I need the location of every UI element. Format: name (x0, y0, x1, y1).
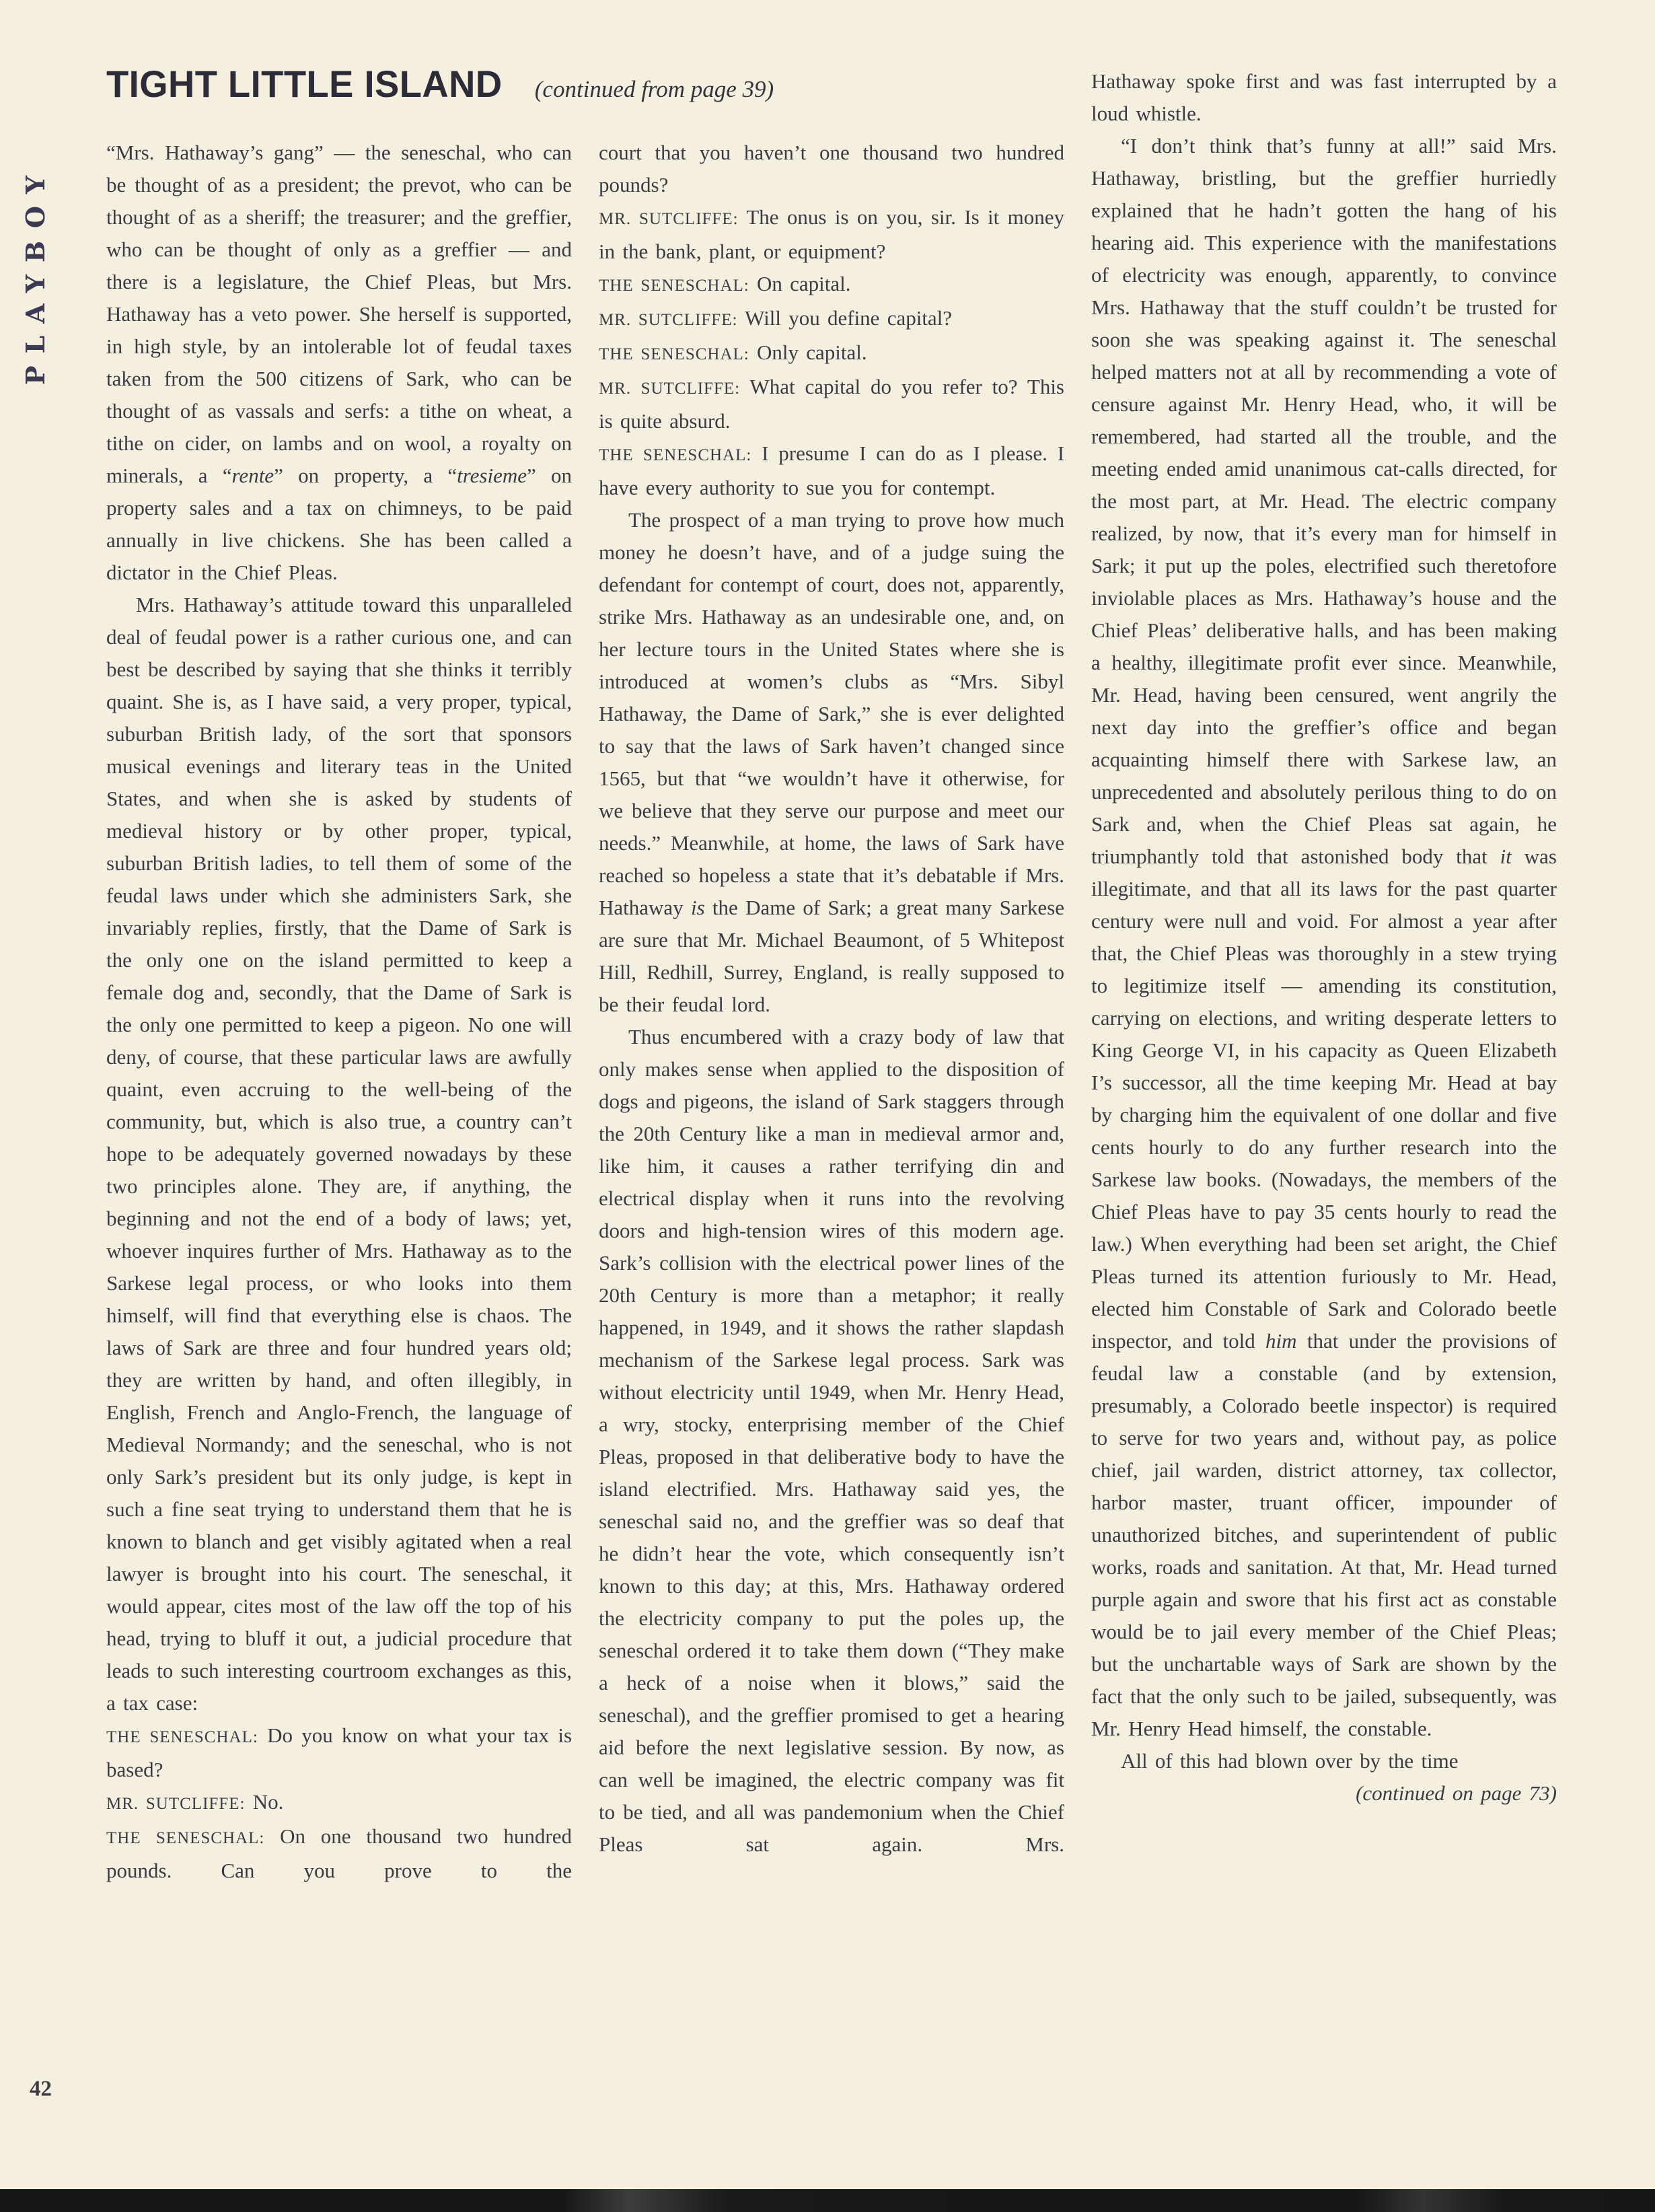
paragraph: “I don’t think that’s funny at all!” said Mrs. Hathaway, bristling, but the greffier hurriedly explained that he hadn’t gotten the hang of his hearing aid. This experience with the manifestations of electricity was enough, apparently, to convince Mrs. Hathaway that the stuff couldn’t be trusted for soon she was speaking against it. The seneschal helped matters not at all by recommending a vote of censure against Mr. Henry Head, who, it will be remembered, had started all the trouble, and the meeting ended amid unanimous cat-calls directed, for the most part, at Mr. Head. The electric company realized, by now, that it’s every man for himself in Sark; it put up the poles, electrified such theretofore inviolable places as Mrs. Hathaway’s house and the Chief Pleas’ deliberative halls, and has been making a healthy, illegitimate profit ever since. Meanwhile, Mr. Head, having been censured, went angrily the next day into the greffier’s office and began acquainting himself there with Sarkese law, an unprecedented and absolutely perilous thing to do on Sark and, when the Chief Pleas sat again, he triumphantly told that astonished body that it was illegitimate, and that all its laws for the past quarter century were null and void. For almost a year after that, the Chief Pleas was thoroughly in a stew trying to legitimize itself — amending its constitution, carrying on elections, and writing desperate letters to King George VI, in his capacity as Queen Elizabeth I’s successor, all the time keeping Mr. Head at bay by charging him the equivalent of one dollar and five cents hourly to do any further research into the Sarkese law books. (Nowadays, the members of the Chief Pleas have to pay 35 cents hourly to read the law.) When everything had been set aright, the Chief Pleas turned its attention furiously to Mr. Head, elected him Constable of Sark and Colorado beetle inspector, and told him that under the provisions of feudal law a constable (and by extension, presumably, a Colorado beetle inspector) is required to serve for two years and, without pay, as police chief, jail warden, district attorney, tax collector, harbor master, truant officer, impounder of unauthorized bitches, and superintendent of public works, roads and sanitation. At that, Mr. Head turned purple again and swore that his first act as constable would be to jail every member of the Chief Pleas; but the unchartable ways of Sark are shown by the fact that the only such to be jailed, subsequently, was Mr. Henry Head himself, the constable. (1091, 134, 1557, 1740)
speaker-label: MR. SUTCLIFFE: (599, 311, 738, 329)
paragraph: Thus encumbered with a crazy body of law that only makes sense when applied to the disposition of dogs and pigeons, the island of Sark staggers through the 20th Century like a man in medieval armor and, like him, it causes a rather terrifying din and electrical display when it runs into the revolving doors and high-tension wires of this modern age. Sark’s collision with the electrical power lines of the 20th Century is more than a metaphor; it really happened, in 1949, and it shows the rather slapdash mechanism of the Sarkese legal process. Sark was without electricity until 1949, when Mr. Henry Head, a wry, stocky, enterprising member of the Chief Pleas, proposed in that deliberative body to have the island electrified. Mrs. Hathaway said yes, the seneschal said no, and the greffier was so deaf that he didn’t hear the vote, which consequently isn’t known to this day; at this, Mrs. Hathaway ordered the electricity company to put the poles up, the seneschal ordered it to take them down (“They make a heck of a noise when it blows,” said the seneschal), and the greffier promised to get a hearing aid before the next legislative session. By now, as can well be imagined, the electric company was fit to be tied, and all was pandemonium when the Chief Pleas sat again. Mrs. (599, 1025, 1064, 1856)
paragraph: THE SENESCHAL: On capital. (599, 272, 851, 295)
paragraph: THE SENESCHAL: Only capital. (599, 341, 867, 364)
italic-text: rente (231, 464, 274, 487)
italic-text: him (1265, 1329, 1297, 1353)
paragraph: (continued on page 73) (1356, 1781, 1557, 1805)
magazine-spine-text: PLAYBOY (20, 163, 50, 385)
paragraph: All of this had blown over by the time (1121, 1749, 1459, 1773)
speaker-label: THE SENESCHAL: (599, 446, 752, 464)
article-title: TIGHT LITTLE ISLAND (106, 63, 503, 105)
page-edge-shadow (0, 2189, 1655, 2212)
paragraph: THE SENESCHAL: Do you know on what your tax is based? (106, 1723, 573, 1781)
paragraph: MR. SUTCLIFFE: No. (106, 1790, 284, 1814)
italic-text: is (690, 896, 705, 919)
paragraph: Hathaway spoke first and was fast interrupted by a loud whistle. (1091, 69, 1557, 125)
text-column-3 (1091, 65, 1557, 1810)
text-column-2 (599, 137, 1064, 1861)
speaker-label: THE SENESCHAL: (106, 1829, 265, 1847)
page-number: 42 (30, 2077, 52, 2101)
paragraph: “Mrs. Hathaway’s gang” — the seneschal, who can be thought of as a president; the prevot, who can be thought of as a sheriff; the treasurer; and the greffier, who can be thought of only as a greffier — and there is a legislature, the Chief Pleas, but Mrs. Hathaway has a veto power. She herself is supported, in high style, by an intolerable lot of feudal taxes taken from the 500 citizens of Sark, who can be thought of as vassals and serfs: a tithe on wheat, a tithe on cider, on lambs and on wool, a royalty on minerals, a “rente” on property, a “tresieme” on property sales and a tax on chimneys, to be paid annually in live chickens. She has been called a dictator in the Chief Pleas. (106, 141, 572, 584)
paragraph: THE SENESCHAL: I presume I can do as I please. I have every authority to sue you for contempt. (599, 441, 1065, 499)
speaker-label: THE SENESCHAL: (599, 277, 749, 295)
paragraph: MR. SUTCLIFFE: The onus is on you, sir. Is it money in the bank, plant, or equipment? (599, 205, 1064, 263)
speaker-label: THE SENESCHAL: (599, 345, 749, 363)
speaker-label: MR. SUTCLIFFE: (106, 1795, 246, 1813)
text-column-1 (106, 137, 572, 1887)
continued-from-note: (continued from page 39) (534, 76, 774, 102)
paragraph: court that you haven’t one thousand two hundred pounds? (599, 141, 1064, 197)
paragraph: THE SENESCHAL: On one thousand two hundred pounds. Can you prove to the (106, 1824, 573, 1882)
article-header (106, 62, 1089, 106)
paragraph: Mrs. Hathaway’s attitude toward this unparalleled deal of feudal power is a rather curious one, and can best be described by saying that she thinks it terribly quaint. She is, as I have said, a very proper, typical, suburban British lady, of the sort that sponsors musical evenings and literary teas in the United States, and when she is asked by students of medieval history or by other proper, typical, suburban British ladies, to tell them of some of the feudal laws under which she administers Sark, she invariably replies, firstly, that the Dame of Sark is the only one on the island permitted to keep a female dog and, secondly, that the Dame of Sark is the only one permitted to keep a pigeon. No one will deny, of course, that these particular laws are awfully quaint, even accruing to the well-being of the community, but, which is also true, a country can’t hope to be adequately governed nowadays by these two principles alone. They are, if anything, the beginning and not the end of a body of laws; yet, whoever inquires further of Mrs. Hathaway as to the Sarkese legal process, or who looks into them himself, will find that everything else is chaos. The laws of Sark are three and four hundred years old; they are written by hand, and often illegibly, in English, French and Anglo-French, the language of Medieval Normandy; and the seneschal, who is not only Sark’s president but its only judge, is kept in such a fine seat trying to understand them that he is known to blanch and get visibly agitated when a real lawyer is brought into his court. The seneschal, it would appear, cites most of the law off the top of his head, trying to bluff it out, a judicial procedure that leads to such interesting courtroom exchanges as this, a tax case: (106, 593, 572, 1715)
speaker-label: MR. SUTCLIFFE: (599, 380, 741, 398)
speaker-label: MR. SUTCLIFFE: (599, 210, 739, 228)
italic-text: it (1500, 845, 1512, 868)
paragraph: The prospect of a man trying to prove how much money he doesn’t have, and of a judge suing the defendant for contempt of court, does not, apparently, strike Mrs. Hathaway as an undesirable one, and, on her lecture tours in the United States where she is introduced at women’s clubs as “Mrs. Sibyl Hathaway, the Dame of Sark,” she is ever delighted to say that the laws of Sark haven’t changed since 1565, but that “we wouldn’t have it otherwise, for we believe that they serve our purpose and meet our needs.” Meanwhile, at home, the laws of Sark have reached so hopeless a state that it’s debatable if Mrs. Hathaway is the Dame of Sark; a great many Sarkese are sure that Mr. Michael Beaumont, of 5 Whitepost Hill, Redhill, Surrey, England, is really supposed to be their feudal lord. (599, 508, 1064, 1016)
speaker-label: THE SENESCHAL: (106, 1728, 258, 1746)
paragraph: MR. SUTCLIFFE: What capital do you refer to? This is quite absurd. (599, 375, 1064, 433)
italic-text: tresieme (457, 464, 527, 487)
paragraph: MR. SUTCLIFFE: Will you define capital? (599, 306, 953, 330)
